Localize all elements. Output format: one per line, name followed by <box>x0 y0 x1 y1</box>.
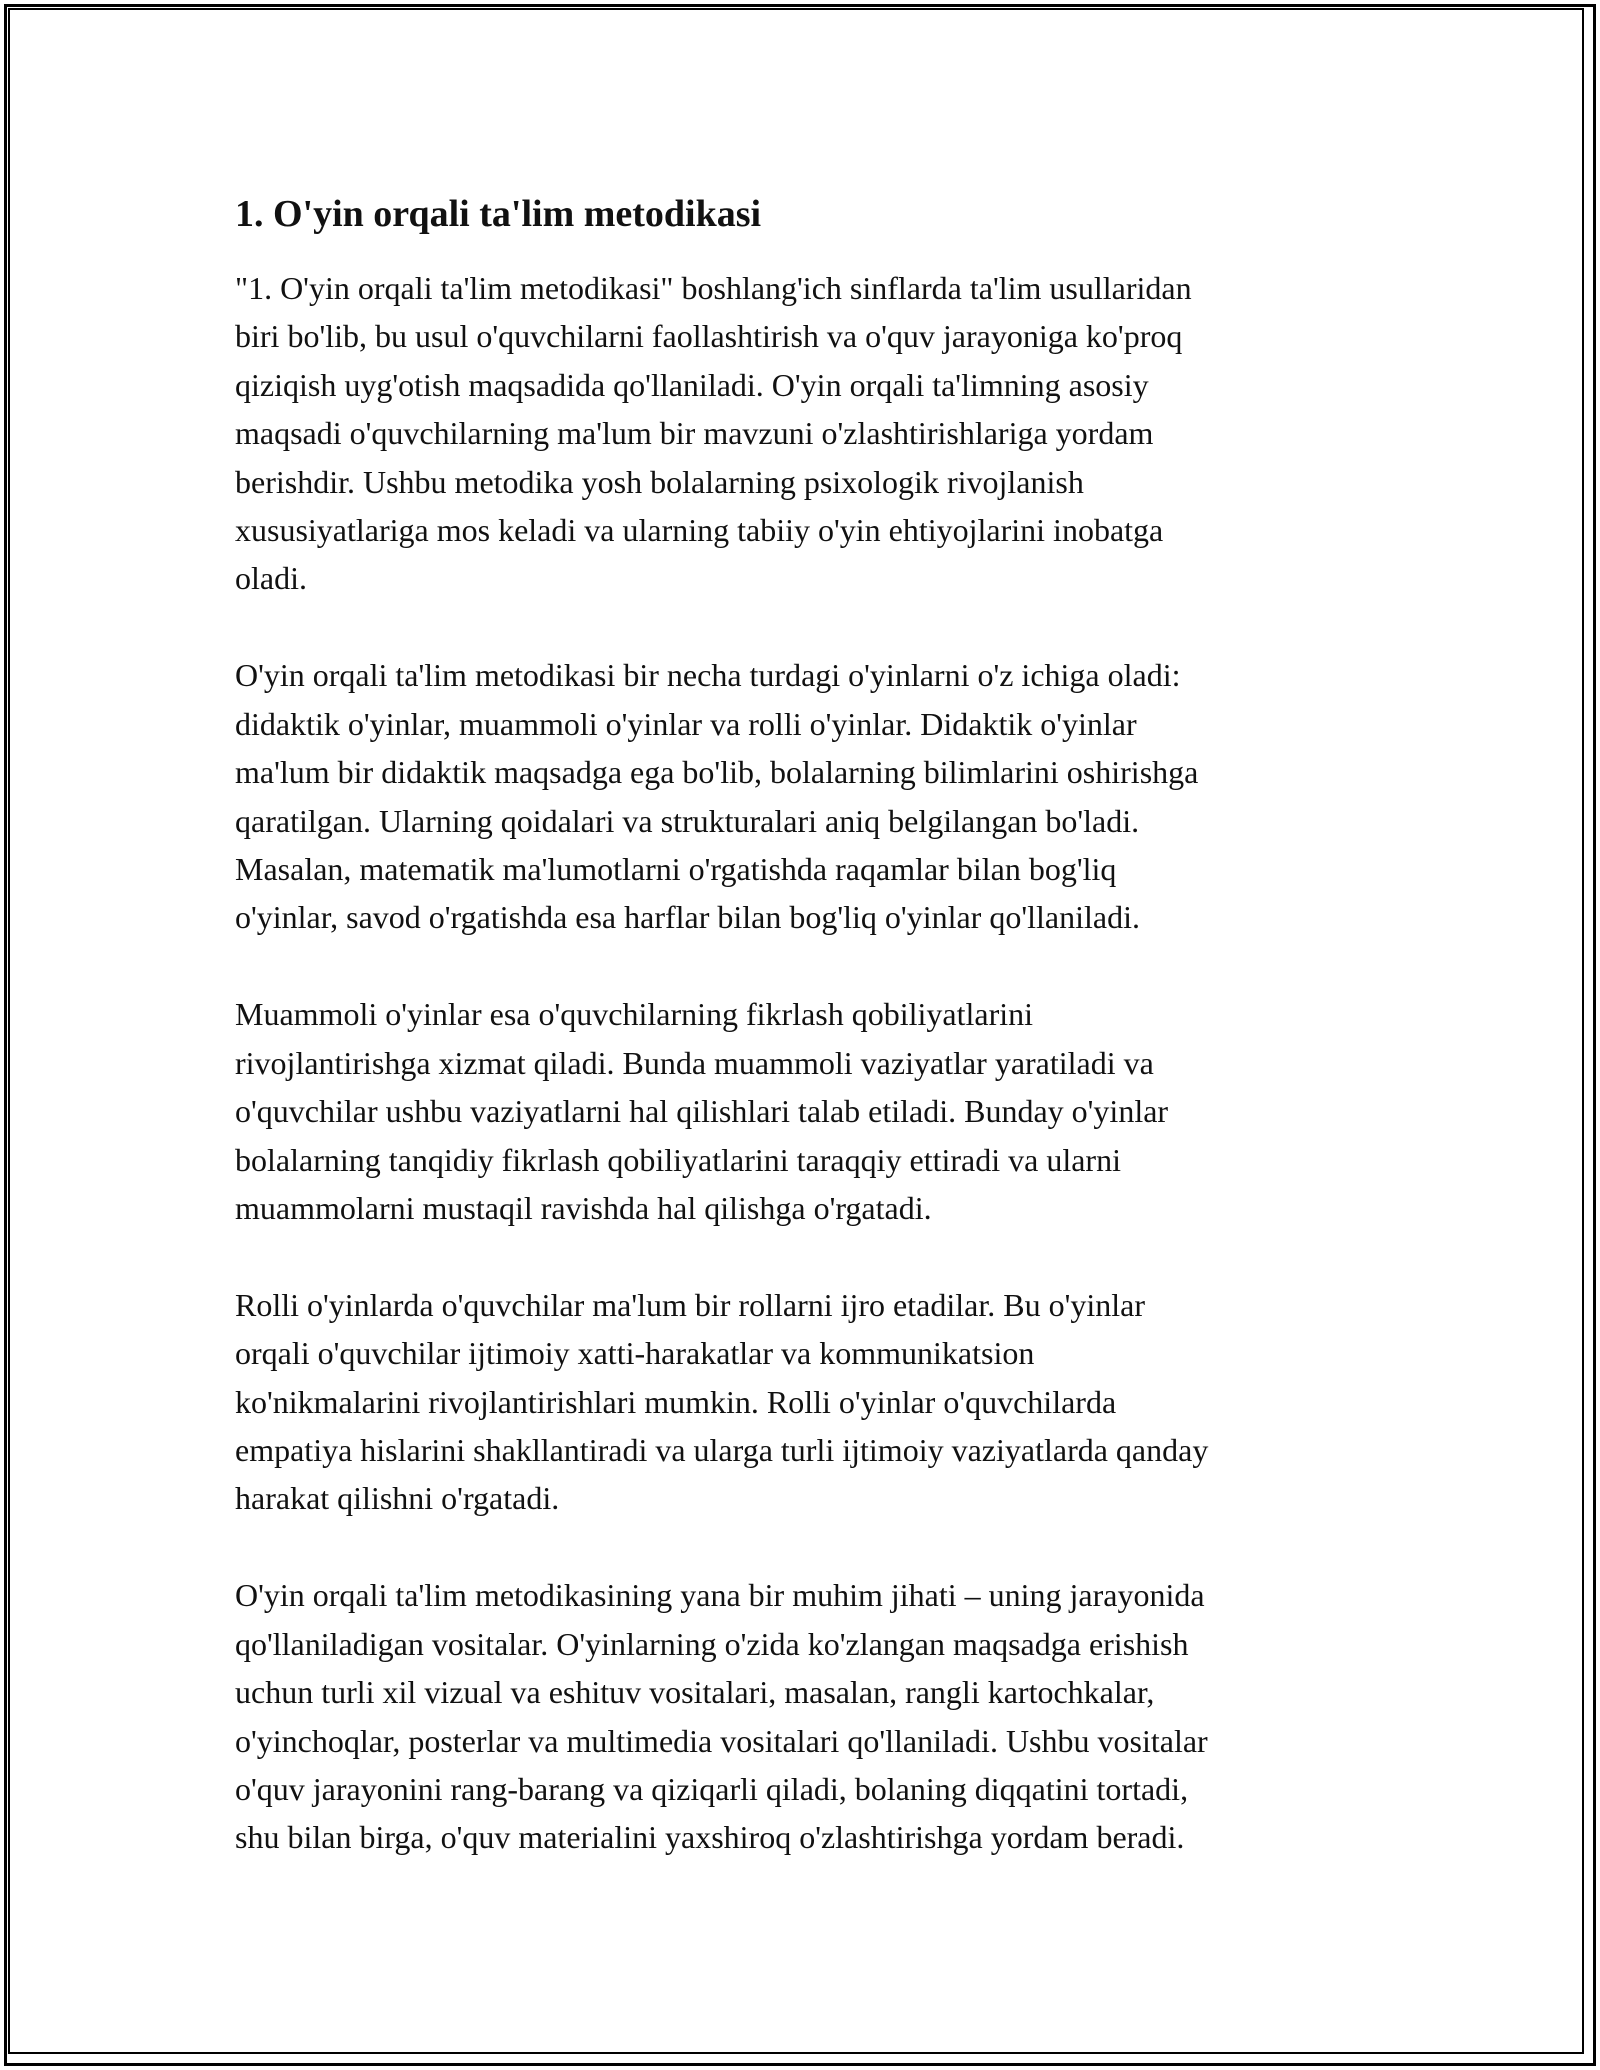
paragraph-4: Rolli o'yinlarda o'quvchilar ma'lum bir rollarni ijro etadilar. Bu o'yinlar orqali o'quvchilar ijtimoiy xatti-harakatlar va kommunikatsion ko'nikmalarini rivojlantirishlari mumkin. Rolli o'yinlar o'quvchilarda empatiya hislarini shakllantiradi va ularga turli ijtimoiy vaziyatlarda qanday harakat qilishni o'rgatadi. <box>235 1286 1209 1517</box>
document-body <box>235 186 1365 1862</box>
paragraph-1: "1. O'yin orqali ta'lim metodikasi" boshlang'ich sinflarda ta'lim usullaridan biri bo'lib, bu usul o'quvchilarni faollashtirish va o'quv jarayoniga ko'proq qiziqish uyg'otish maqsadida qo'llaniladi. O'yin orqali ta'limning asosiy maqsadi o'quvchilarning ma'lum bir mavzuni o'zlashtirishlariga yordam berishdir. Ushbu metodika yosh bolalarning psixologik rivojlanish xususiyatlariga mos keladi va ularning tabiiy o'yin ehtiyojlarini inobatga oladi. <box>235 270 1192 597</box>
paragraph-2: O'yin orqali ta'lim metodikasi bir necha turdagi o'yinlarni o'z ichiga oladi: didaktik o'yinlar, muammoli o'yinlar va rolli o'yinlar. Didaktik o'yinlar ma'lum bir didaktik maqsadga ega bo'lib, bolalarning bilimlarini oshirishga qaratilgan. Ularning qoidalari va strukturalari aniq belgilangan bo'ladi. Masalan, matematik ma'lumotlarni o'rgatishda raqamlar bilan bog'liq o'yinlar, savod o'rgatishda esa harflar bilan bog'liq o'yinlar qo'llaniladi. <box>235 657 1199 936</box>
page-title: 1. O'yin orqali ta'lim metodikasi <box>235 193 762 235</box>
title-spacer <box>235 242 1365 264</box>
paragraph-5: O'yin orqali ta'lim metodikasining yana bir muhim jihati – uning jarayonida qo'llaniladigan vositalar. O'yinlarning o'zida ko'zlangan maqsadga erishish uchun turli xil vizual va eshituv vositalari, masalan, rangli kartochkalar, o'yinchoqlar, posterlar va multimedia vositalari qo'llaniladi. Ushbu vositalar o'quv jarayonini rang-barang va qiziqarli qiladi, bolaning diqqatini tortadi, shu bilan birga, o'quv materialini yaxshiroq o'zlashtirishga yordam beradi. <box>235 1577 1208 1856</box>
paragraph-3: Muammoli o'yinlar esa o'quvchilarning fikrlash qobiliyatlarini rivojlantirishga xizmat qiladi. Bunda muammoli vaziyatlar yaratiladi va o'quvchilar ushbu vaziyatlarni hal qilishlari talab etiladi. Bunday o'yinlar bolalarning tanqidiy fikrlash qobiliyatlarini taraqqiy ettiradi va ularni muammolarni mustaqil ravishda hal qilishga o'rgatadi. <box>235 996 1169 1226</box>
